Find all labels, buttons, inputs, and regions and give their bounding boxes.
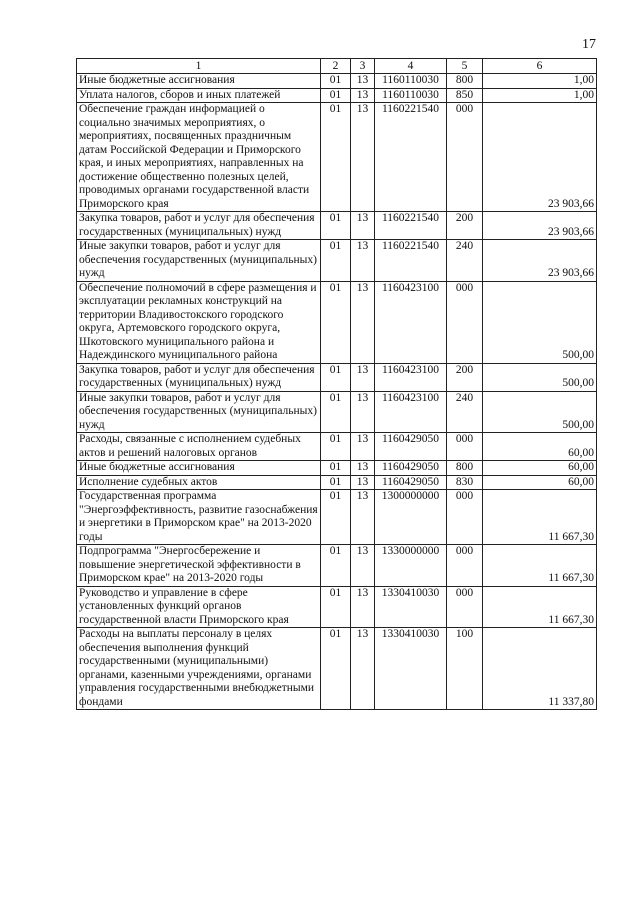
row-expense-type: 850 (447, 88, 483, 103)
row-name: Иные бюджетные ассигнования (77, 74, 321, 89)
table-body (77, 74, 597, 710)
row-name: Закупка товаров, работ и услуг для обеспечения государственных (муниципальных) нужд (77, 363, 321, 391)
row-section: 01 (321, 545, 351, 587)
table-header (77, 59, 597, 74)
row-subsection: 13 (351, 628, 375, 710)
budget-table (76, 58, 597, 710)
row-amount: 60,00 (483, 433, 597, 461)
row-amount: 23 903,66 (483, 103, 597, 212)
row-name: Обеспечение граждан информацией о социально значимых мероприятиях, о мероприятиях, посвященных праздничным датам Российской Федерации и Приморского края, и иных мероприятиях, направленных на достижение общественно полезных целей, проводимых органами государственной власти Приморского края (77, 103, 321, 212)
table-row (77, 240, 597, 282)
row-expense-type: 200 (447, 363, 483, 391)
row-section: 01 (321, 281, 351, 363)
row-name: Иные бюджетные ассигнования (77, 461, 321, 476)
row-target-article: 1160221540 (375, 240, 447, 282)
row-name: Расходы, связанные с исполнением судебных актов и решений налоговых органов (77, 433, 321, 461)
row-amount: 500,00 (483, 391, 597, 433)
row-section: 01 (321, 490, 351, 545)
row-name: Иные закупки товаров, работ и услуг для обеспечения государственных (муниципальных) нужд (77, 240, 321, 282)
row-expense-type: 000 (447, 433, 483, 461)
table-row (77, 433, 597, 461)
table-row (77, 391, 597, 433)
table-row (77, 545, 597, 587)
row-name: Расходы на выплаты персоналу в целях обеспечения выполнения функций государственными (муниципальными) органами, казенными учреждениями, органами управления государственными внебюджетными фондами (77, 628, 321, 710)
header-col-6: 6 (483, 59, 597, 74)
row-target-article: 1160423100 (375, 281, 447, 363)
row-name: Обеспечение полномочий в сфере размещения и эксплуатации рекламных конструкций на территории Владивостокского городского округа, Артемовского городского округа, Шкотовского муниципального района и Надеждинского муниципального района (77, 281, 321, 363)
row-target-article: 1160429050 (375, 433, 447, 461)
header-col-3: 3 (351, 59, 375, 74)
table-row (77, 363, 597, 391)
row-subsection: 13 (351, 391, 375, 433)
row-name: Иные закупки товаров, работ и услуг для обеспечения государственных (муниципальных) нужд (77, 391, 321, 433)
row-target-article: 1160423100 (375, 391, 447, 433)
row-expense-type: 000 (447, 586, 483, 628)
row-section: 01 (321, 475, 351, 490)
row-expense-type: 800 (447, 74, 483, 89)
row-expense-type: 240 (447, 240, 483, 282)
row-section: 01 (321, 103, 351, 212)
row-section: 01 (321, 363, 351, 391)
row-expense-type: 830 (447, 475, 483, 490)
table-row (77, 74, 597, 89)
table-row (77, 281, 597, 363)
row-subsection: 13 (351, 490, 375, 545)
row-subsection: 13 (351, 433, 375, 461)
table-row (77, 103, 597, 212)
row-amount: 11 337,80 (483, 628, 597, 710)
header-col-5: 5 (447, 59, 483, 74)
row-amount: 60,00 (483, 475, 597, 490)
row-subsection: 13 (351, 240, 375, 282)
row-amount: 500,00 (483, 281, 597, 363)
row-amount: 1,00 (483, 88, 597, 103)
row-target-article: 1160429050 (375, 475, 447, 490)
row-name: Государственная программа "Энергоэффективность, развитие газоснабжения и энергетики в Приморском крае" на 2013-2020 годы (77, 490, 321, 545)
row-subsection: 13 (351, 475, 375, 490)
row-section: 01 (321, 74, 351, 89)
row-name: Исполнение судебных актов (77, 475, 321, 490)
row-expense-type: 240 (447, 391, 483, 433)
row-expense-type: 200 (447, 212, 483, 240)
row-subsection: 13 (351, 461, 375, 476)
row-expense-type: 000 (447, 545, 483, 587)
row-name: Подпрограмма "Энергосбережение и повышение энергетической эффективности в Приморском крае" на 2013-2020 годы (77, 545, 321, 587)
row-subsection: 13 (351, 212, 375, 240)
row-section: 01 (321, 461, 351, 476)
row-target-article: 1160110030 (375, 74, 447, 89)
row-amount: 23 903,66 (483, 212, 597, 240)
row-name: Закупка товаров, работ и услуг для обеспечения государственных (муниципальных) нужд (77, 212, 321, 240)
row-subsection: 13 (351, 103, 375, 212)
row-name: Уплата налогов, сборов и иных платежей (77, 88, 321, 103)
row-amount: 1,00 (483, 74, 597, 89)
row-subsection: 13 (351, 281, 375, 363)
table-row (77, 475, 597, 490)
row-section: 01 (321, 433, 351, 461)
header-col-4: 4 (375, 59, 447, 74)
row-section: 01 (321, 628, 351, 710)
row-subsection: 13 (351, 88, 375, 103)
row-target-article: 1160429050 (375, 461, 447, 476)
row-subsection: 13 (351, 586, 375, 628)
header-row (77, 59, 597, 74)
header-col-1: 1 (77, 59, 321, 74)
row-amount: 60,00 (483, 461, 597, 476)
row-subsection: 13 (351, 74, 375, 89)
table-row (77, 212, 597, 240)
row-amount: 23 903,66 (483, 240, 597, 282)
table-row (77, 628, 597, 710)
row-section: 01 (321, 391, 351, 433)
row-amount: 11 667,30 (483, 586, 597, 628)
row-section: 01 (321, 88, 351, 103)
table-row (77, 586, 597, 628)
table-row (77, 461, 597, 476)
row-section: 01 (321, 240, 351, 282)
row-target-article: 1330410030 (375, 628, 447, 710)
row-target-article: 1160221540 (375, 103, 447, 212)
row-subsection: 13 (351, 363, 375, 391)
row-amount: 11 667,30 (483, 545, 597, 587)
row-target-article: 1300000000 (375, 490, 447, 545)
page-number: 17 (582, 37, 596, 52)
row-amount: 11 667,30 (483, 490, 597, 545)
row-expense-type: 100 (447, 628, 483, 710)
row-expense-type: 000 (447, 281, 483, 363)
row-section: 01 (321, 212, 351, 240)
row-target-article: 1160110030 (375, 88, 447, 103)
row-expense-type: 000 (447, 103, 483, 212)
row-amount: 500,00 (483, 363, 597, 391)
header-col-2: 2 (321, 59, 351, 74)
row-section: 01 (321, 586, 351, 628)
row-target-article: 1160423100 (375, 363, 447, 391)
table-row (77, 88, 597, 103)
row-target-article: 1330000000 (375, 545, 447, 587)
row-expense-type: 000 (447, 490, 483, 545)
row-name: Руководство и управление в сфере установленных функций органов государственной власти Приморского края (77, 586, 321, 628)
row-subsection: 13 (351, 545, 375, 587)
table-row (77, 490, 597, 545)
row-target-article: 1330410030 (375, 586, 447, 628)
row-expense-type: 800 (447, 461, 483, 476)
row-target-article: 1160221540 (375, 212, 447, 240)
